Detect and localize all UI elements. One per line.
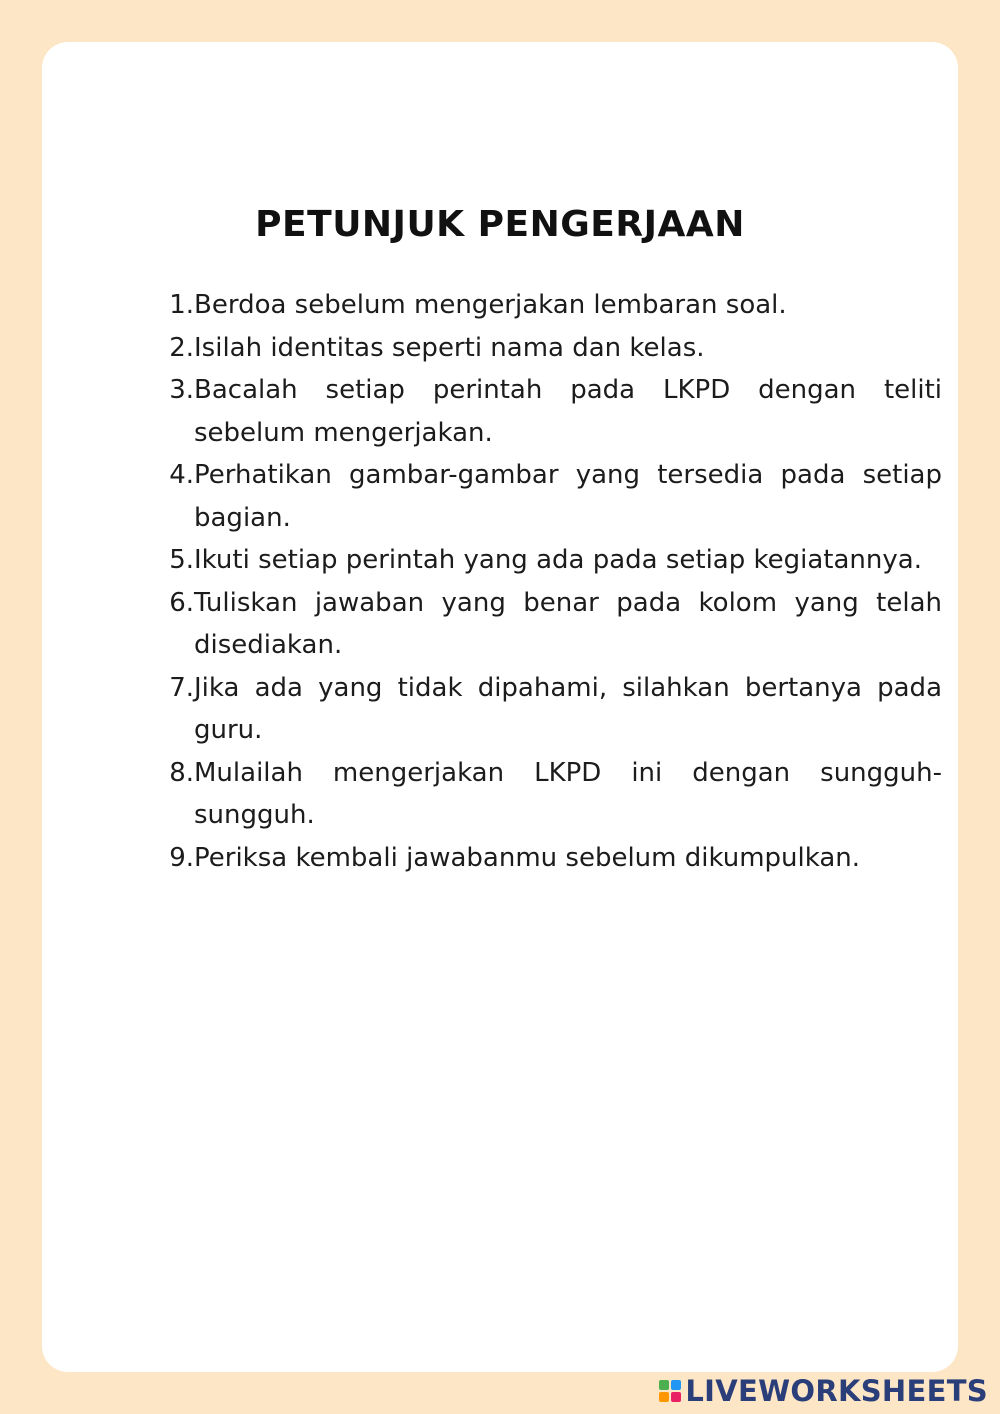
item-number: 6. <box>169 587 194 618</box>
item-text: Bacalah setiap perintah pada LKPD dengan teliti sebelum mengerjakan. <box>194 375 942 448</box>
item-text: Ikuti setiap perintah yang ada pada setiap kegiatannya. <box>194 545 922 575</box>
list-item <box>162 284 942 327</box>
item-text: Isilah identitas seperti nama dan kelas. <box>194 332 705 363</box>
item-number: 8. <box>169 757 194 788</box>
list-item <box>162 582 942 667</box>
item-text: Tuliskan jawaban yang benar pada kolom yang telah disediakan. <box>194 587 942 660</box>
brand-name: LIVEWORKSHEETS <box>685 1374 988 1408</box>
item-number: 2. <box>169 332 194 363</box>
liveworksheets-logo-icon <box>659 1380 681 1402</box>
item-number: 5. <box>169 545 194 575</box>
page-title: PETUNJUK PENGERJAAN <box>255 204 745 245</box>
item-text: Periksa kembali jawabanmu sebelum dikumpulkan. <box>194 842 861 873</box>
item-text: Mulailah mengerjakan LKPD ini dengan sungguh-sungguh. <box>194 757 942 830</box>
item-text: Jika ada yang tidak dipahami, silahkan bertanya pada guru. <box>194 672 942 745</box>
item-number: 7. <box>169 672 194 703</box>
list-item <box>162 667 942 752</box>
list-item <box>162 327 942 370</box>
item-number: 3. <box>169 375 194 405</box>
list-item <box>162 837 942 880</box>
list-item <box>162 539 942 582</box>
list-item <box>162 369 942 454</box>
worksheet-card <box>42 42 958 1372</box>
brand-watermark[interactable] <box>659 1374 988 1408</box>
list-item <box>162 752 942 837</box>
item-text: Perhatikan gambar-gambar yang tersedia pada setiap bagian. <box>194 460 942 533</box>
list-item <box>162 454 942 539</box>
item-number: 1. <box>169 290 194 320</box>
instructions-list <box>162 284 942 879</box>
item-number: 9. <box>169 842 194 873</box>
item-number: 4. <box>169 460 194 490</box>
item-text: Berdoa sebelum mengerjakan lembaran soal. <box>194 290 787 320</box>
